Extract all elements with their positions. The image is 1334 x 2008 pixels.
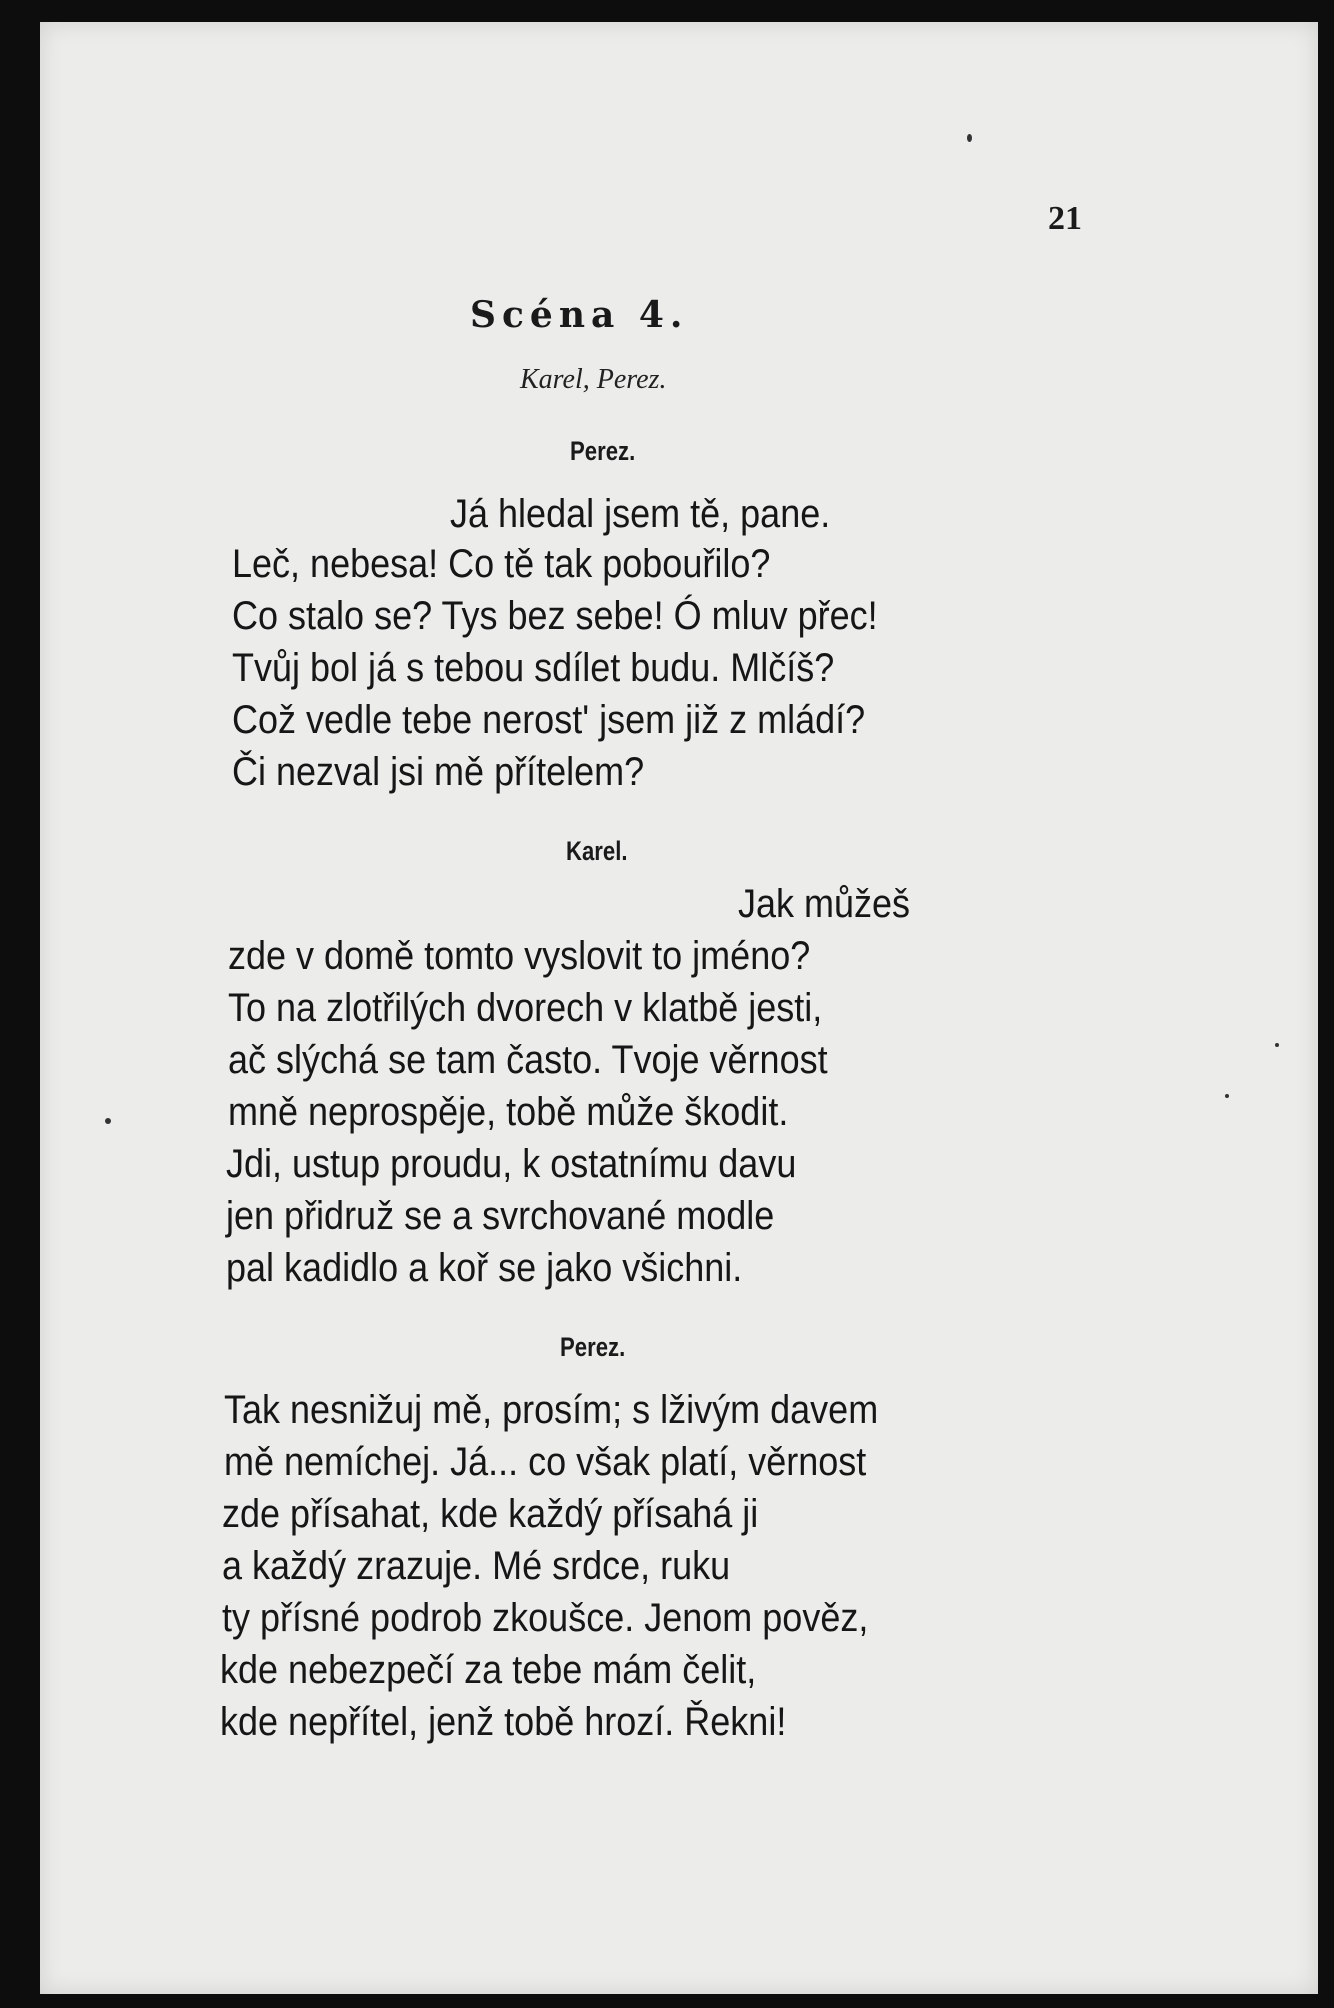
verse-line: Což vedle tebe nerost' jsem již z mládí? bbox=[232, 698, 866, 742]
page-number: 21 bbox=[1048, 200, 1082, 237]
dust-speck bbox=[967, 134, 972, 142]
dust-speck bbox=[1275, 1043, 1279, 1047]
verse-line: pal kadidlo a koř se jako všichni. bbox=[226, 1246, 743, 1290]
speaker-label: Perez. bbox=[560, 1332, 626, 1362]
verse-line: a každý zrazuje. Mé srdce, ruku bbox=[222, 1544, 731, 1588]
verse-line: Jak můžeš bbox=[738, 882, 911, 926]
verse-line: Co stalo se? Tys bez sebe! Ó mluv přec! bbox=[232, 594, 878, 638]
verse-line: Leč, nebesa! Co tě tak pobouřilo? bbox=[232, 542, 771, 586]
speaker-label: Karel. bbox=[566, 836, 628, 866]
verse-line: Jdi, ustup proudu, k ostatnímu davu bbox=[226, 1142, 797, 1186]
verse-line: Či nezval jsi mě přítelem? bbox=[232, 750, 645, 794]
dust-speck bbox=[1225, 1094, 1229, 1098]
verse-line: kde nepřítel, jenž tobě hrozí. Řekni! bbox=[220, 1700, 787, 1744]
verse-line: Tvůj bol já s tebou sdílet budu. Mlčíš? bbox=[232, 646, 835, 690]
scene-characters: Karel, Perez. bbox=[520, 364, 667, 395]
dust-speck bbox=[105, 1118, 111, 1124]
verse-line: Já hledal jsem tě, pane. bbox=[450, 492, 831, 536]
verse-line: mě nemíchej. Já... co však platí, věrnost bbox=[224, 1440, 867, 1484]
verse-line: ač slýchá se tam často. Tvoje věrnost bbox=[228, 1038, 828, 1082]
verse-line: kde nebezpečí za tebe mám čelit, bbox=[220, 1648, 757, 1692]
verse-line: zde přísahat, kde každý přísahá ji bbox=[222, 1492, 759, 1536]
verse-line: zde v domě tomto vyslovit to jméno? bbox=[228, 934, 811, 978]
verse-line: To na zlotřilých dvorech v klatbě jesti, bbox=[228, 986, 823, 1030]
verse-line: jen přidruž se a svrchované modle bbox=[226, 1194, 775, 1238]
verse-line: Tak nesnižuj mě, prosím; s lživým davem bbox=[224, 1388, 879, 1432]
scene-title: Scéna 4. bbox=[470, 294, 689, 336]
verse-line: ty přísné podrob zkoušce. Jenom pověz, bbox=[222, 1596, 869, 1640]
verse-line: mně neprospěje, tobě může škodit. bbox=[228, 1090, 789, 1134]
speaker-label: Perez. bbox=[570, 436, 636, 466]
